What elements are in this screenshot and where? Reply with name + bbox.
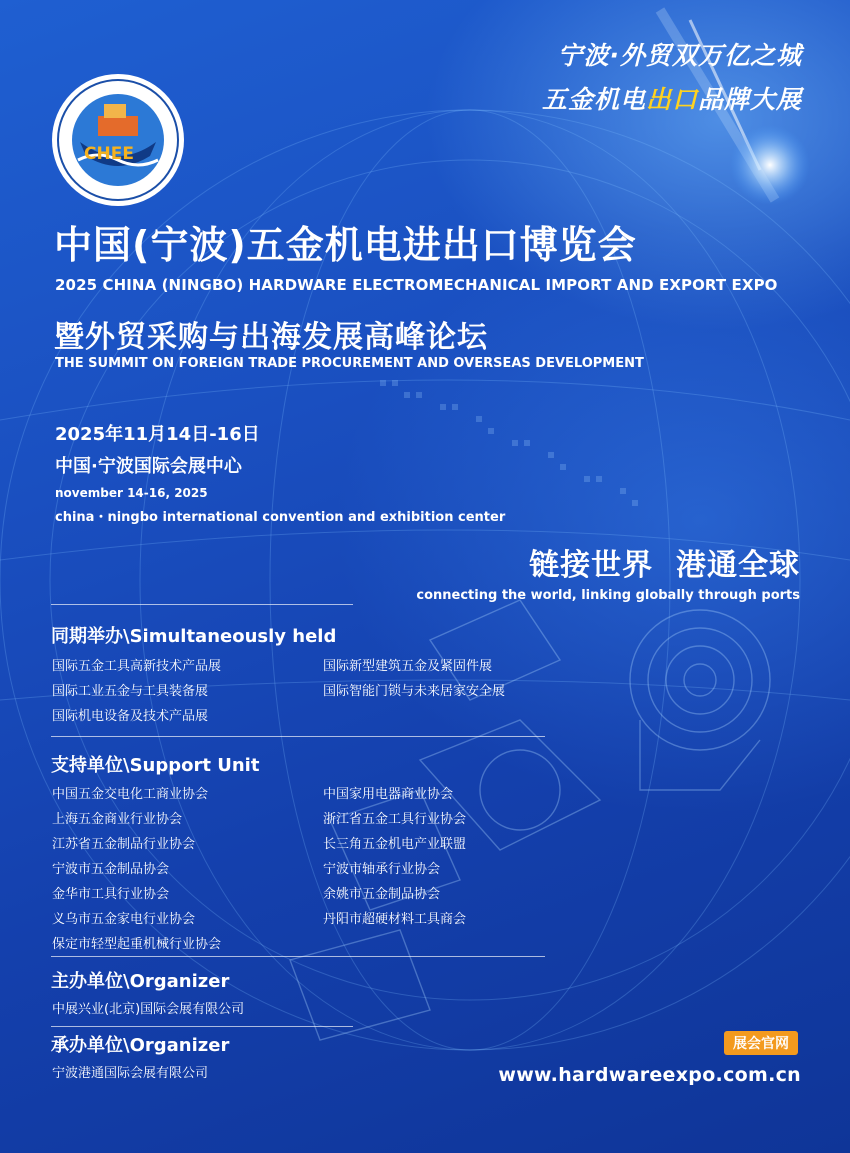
support-item: 宁波市轴承行业协会 (323, 862, 441, 877)
simultaneous-item: 国际工业五金与工具装备展 (52, 684, 209, 699)
website-badge: 展会官网 (724, 1031, 798, 1055)
simultaneous-item: 国际机电设备及技术产品展 (52, 709, 209, 724)
chee-logo (52, 74, 184, 206)
support-title: 支持单位\Support Unit (51, 755, 260, 776)
organizer-name: 中展兴业(北京)国际会展有限公司 (52, 1002, 245, 1017)
simultaneous-item: 国际智能门锁与未来居家安全展 (323, 684, 506, 699)
support-item: 浙江省五金工具行业协会 (323, 812, 467, 827)
event-date-en: november 14-16, 2025 (55, 486, 208, 500)
support-item: 义乌市五金家电行业协会 (52, 912, 196, 927)
divider (51, 956, 545, 957)
support-item: 余姚市五金制品协会 (323, 887, 441, 902)
simultaneous-item: 国际新型建筑五金及紧固件展 (323, 659, 493, 674)
support-item: 中国家用电器商业协会 (323, 787, 454, 802)
support-item: 金华市工具行业协会 (52, 887, 170, 902)
event-venue-cn: 中国·宁波国际会展中心 (55, 456, 242, 477)
simultaneous-item: 国际五金工具高新技术产品展 (52, 659, 222, 674)
expo-title-cn: 中国(宁波)五金机电进出口博览会 (54, 223, 637, 267)
support-item: 宁波市五金制品协会 (52, 862, 170, 877)
support-item: 丹阳市超硬材料工具商会 (323, 912, 467, 927)
support-item: 江苏省五金制品行业协会 (52, 837, 196, 852)
simultaneous-title: 同期举办\Simultaneously held (51, 626, 337, 647)
event-date-cn: 2025年11月14日-16日 (55, 424, 260, 445)
slogan-prefix: 五金机电 (541, 85, 646, 114)
support-item: 长三角五金机电产业联盟 (323, 837, 467, 852)
support-item: 保定市轻型起重机械行业协会 (52, 937, 222, 952)
co-organizer-title: 承办单位\Organizer (51, 1035, 230, 1056)
forum-title-cn: 暨外贸采购与出海发展高峰论坛 (54, 320, 488, 355)
website-url[interactable]: www.hardwareexpo.com.cn (498, 1064, 801, 1086)
support-item: 上海五金商业行业协会 (52, 812, 183, 827)
support-item: 中国五金交电化工商业协会 (52, 787, 209, 802)
forum-title-en: THE SUMMIT ON FOREIGN TRADE PROCUREMENT AND OVERSEAS DEVELOPMENT (55, 356, 644, 371)
slogan-highlight: 出口 (645, 85, 698, 114)
divider (51, 604, 353, 605)
tagline-cn: 链接世界 港通全球 (529, 548, 800, 583)
expo-title-en: 2025 CHINA (NINGBO) HARDWARE ELECTROMECHANICAL IMPORT AND EXPORT EXPO (55, 276, 778, 294)
co-organizer-name: 宁波港通国际会展有限公司 (52, 1066, 209, 1081)
expo-slogan (542, 80, 802, 116)
divider (51, 1026, 353, 1027)
logo-badge: CHEE (84, 144, 134, 164)
slogan-suffix: 品牌大展 (697, 85, 802, 114)
event-venue-en: china・ningbo international convention and exhibition center (55, 510, 506, 525)
tagline-en: connecting the world, linking globally through ports (416, 588, 800, 603)
divider (51, 736, 545, 737)
organizer-title: 主办单位\Organizer (51, 971, 230, 992)
city-slogan: 宁波·外贸双万亿之城 (557, 41, 802, 70)
